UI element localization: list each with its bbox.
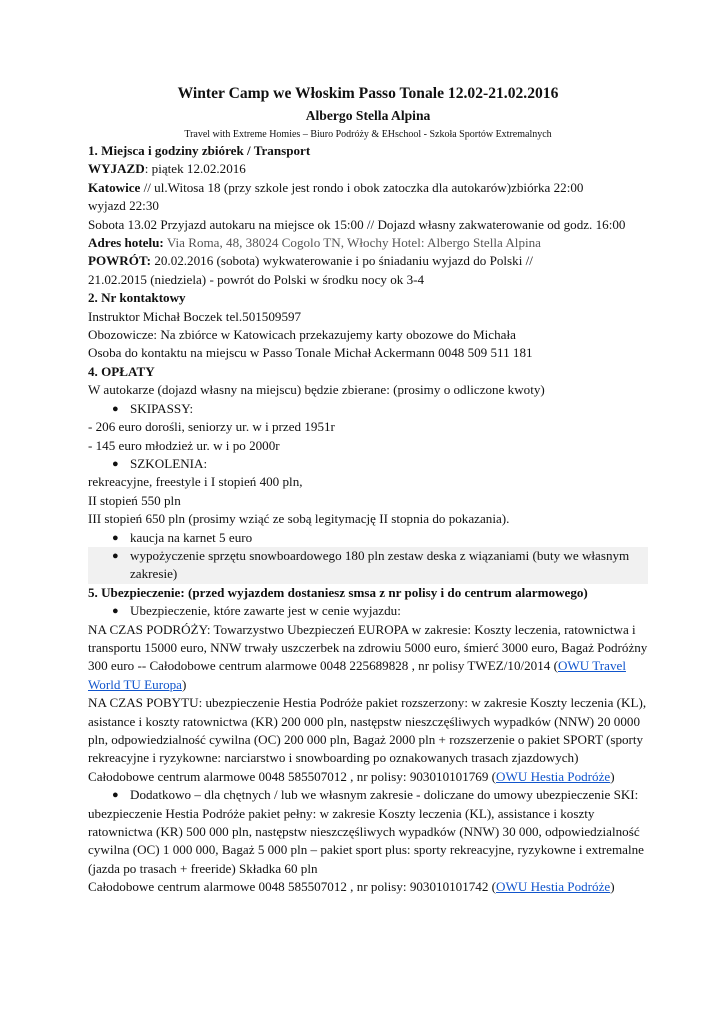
wyjazd-label: WYJAZD bbox=[88, 161, 145, 177]
bullet-icon: ● bbox=[112, 789, 119, 802]
optional-insurance-text: Dodatkowo – dla chętnych / lub we własnym zakresie - doliczane do umowy ubezpieczenie SKI: bbox=[130, 787, 639, 803]
travel-insurance-text: NA CZAS PODRÓŻY: Towarzystwo Ubezpieczeń EUROPA w zakresie: Koszty leczenia, ratownictwa i transportu 15000 euro, NNW trwały uszczerbek na zdrowiu 5000 euro, śmierć 3000 euro, Bagaż Podróżny 300 euro -- Całodobowe centrum alarmowe 0048 225689828 , nr polisy TWEZ/10/2014 ( bbox=[88, 621, 648, 674]
alarm-center-text-1: Całodobowe centrum alarmowe 0048 585507012 , nr polisy: 903010101769 ( bbox=[88, 768, 497, 784]
owu-hestia-link-1[interactable]: OWU Hestia Podróże bbox=[496, 768, 611, 784]
powrot-text: 20.02.2016 (sobota) wykwaterowanie i po śniadaniu wyjazd do Polski // bbox=[151, 253, 533, 269]
paren-close: ) bbox=[610, 768, 615, 784]
hotel-address-label: Adres hotelu: bbox=[88, 235, 164, 251]
hotel-address-line bbox=[88, 234, 648, 252]
wyjazd-text: : piątek 12.02.2016 bbox=[144, 161, 246, 177]
section-5-heading: 5. Ubezpieczenie: (przed wyjazdem dostaniesz smsa z nr polisy i do centrum alarmowego) bbox=[88, 584, 588, 600]
organizer-tagline: Travel with Extreme Homies – Biuro Podróży & EHschool - Szkoła Sportów Extremalnych bbox=[184, 129, 552, 140]
powrot-line bbox=[88, 252, 648, 270]
bullet-rental bbox=[88, 547, 648, 584]
katowice-label: Katowice bbox=[88, 179, 141, 195]
hotel-address-text: Via Roma, 48, 38024 Cogolo TN, Włochy Hotel: Albergo Stella Alpina bbox=[163, 235, 541, 251]
bullet-optional-insurance bbox=[88, 786, 648, 804]
skipass-youth: - 145 euro młodzież ur. w i po 2000r bbox=[88, 437, 280, 453]
owu-hestia-link-2[interactable]: OWU Hestia Podróże bbox=[496, 879, 611, 895]
bullet-icon: ● bbox=[112, 549, 119, 562]
document-page bbox=[88, 84, 648, 897]
training-level-1: rekreacyjne, freestyle i I stopień 400 pln, bbox=[88, 474, 303, 490]
ski-insurance-paragraph: ubezpieczenie Hestia Podróże pakiet pełny: w zakresie Koszty leczenia (KL), assistance i koszty ratownictwa (KR) 500 000 pln, następstw nieszczęśliwych wypadków (NNW) 30 000, odpowiedzialność cywilna (OC) 1 000 000, Bagaż 5 000 pln – pakiet sport plus: sporty rekreacyjne, ryzykowne i extremalne (jazda po trasach + freeride) Składka 60 pln bbox=[88, 805, 644, 876]
alarm-center-text-2: Całodobowe centrum alarmowe 0048 585507012 , nr polisy: 903010101742 ( bbox=[88, 879, 497, 895]
bullet-kaucja bbox=[88, 529, 648, 547]
bullet-icon: ● bbox=[112, 605, 119, 618]
training-level-2: II stopień 550 pln bbox=[88, 492, 181, 508]
rental-text: wypożyczenie sprzętu snowboardowego 180 pln zestaw deska z wiązaniami (buty we własnym zakresie) bbox=[130, 547, 630, 582]
kaucja-text: kaucja na karnet 5 euro bbox=[130, 529, 253, 545]
bullet-icon: ● bbox=[112, 457, 119, 470]
katowice-line bbox=[88, 179, 648, 197]
travel-insurance-paragraph bbox=[88, 621, 648, 695]
hotel-subtitle: Albergo Stella Alpina bbox=[305, 108, 431, 123]
contact-person-line: Osoba do kontaktu na miejscu w Passo Tonale Michał Ackermann 0048 509 511 181 bbox=[88, 345, 533, 361]
katowice-text: // ul.Witosa 18 (przy szkole jest rondo i obok zatoczka dla autokarów)zbiórka 22:00 bbox=[140, 179, 584, 195]
paren-close: ) bbox=[610, 879, 615, 895]
katowice-departure: wyjazd 22:30 bbox=[88, 198, 159, 214]
sobota-line: Sobota 13.02 Przyjazd autokaru na miejsce ok 15:00 // Dojazd własny zakwaterowanie od godz. 16:00 bbox=[88, 216, 626, 232]
section-1-heading: 1. Miejsca i godziny zbiórek / Transport bbox=[88, 143, 311, 158]
owu-europa-link[interactable]: OWU Travel World TU Europa bbox=[88, 658, 626, 692]
bullet-included-insurance bbox=[88, 602, 648, 620]
skipass-adults: - 206 euro dorośli, seniorzy ur. w i przed 1951r bbox=[88, 419, 335, 435]
bullet-icon: ● bbox=[112, 402, 119, 415]
paren-close: ) bbox=[181, 676, 187, 692]
payments-intro: W autokarze (dojazd własny na miejscu) będzie zbierane: (prosimy o odliczone kwoty) bbox=[88, 382, 545, 398]
wyjazd-line bbox=[88, 160, 648, 178]
bullet-icon: ● bbox=[112, 531, 119, 544]
szkolenia-label: SZKOLENIA: bbox=[130, 455, 208, 471]
alarm-center-line-1 bbox=[88, 768, 648, 786]
included-insurance-text: Ubezpieczenie, które zawarte jest w cenie wyjazdu: bbox=[130, 603, 401, 619]
bullet-skipassy bbox=[88, 400, 648, 418]
skipassy-label: SKIPASSY: bbox=[130, 400, 194, 416]
document-title: Winter Camp we Włoskim Passo Tonale 12.02-21.02.2016 bbox=[177, 85, 559, 102]
powrot-label: POWRÓT: bbox=[88, 253, 152, 269]
powrot-line-2: 21.02.2015 (niedziela) - powrót do Polski w środku nocy ok 3-4 bbox=[88, 271, 425, 287]
bullet-szkolenia bbox=[88, 455, 648, 473]
alarm-center-line-2 bbox=[88, 878, 648, 896]
section-2-heading: 2. Nr kontaktowy bbox=[88, 290, 186, 306]
instructor-line: Instruktor Michał Boczek tel.501509597 bbox=[88, 308, 302, 324]
section-4-heading: 4. OPŁATY bbox=[88, 363, 155, 379]
campers-line: Obozowicze: Na zbiórce w Katowicach przekazujemy karty obozowe do Michała bbox=[88, 327, 516, 343]
training-level-3: III stopień 650 pln (prosimy wziąć ze sobą legitymację II stopnia do pokazania). bbox=[88, 511, 510, 527]
stay-insurance-paragraph: NA CZAS POBYTU: ubezpieczenie Hestia Podróże pakiet rozszerzony: w zakresie Koszty leczenia (KL), asistance i koszty ratownictwa (KR) 200 000 pln, następstw nieszczęśliwych wypadków (NNW) 20 0000 pln, odpowiedzialność cywilna (OC) 200 000 pln, Bagaż 2000 pln + rozszerzenie o pakiet SPORT (sporty rekreacyjne i ryzykowne: narciarstwo i snowboarding po oznakowanych trasach zjazdowych) bbox=[88, 695, 647, 766]
